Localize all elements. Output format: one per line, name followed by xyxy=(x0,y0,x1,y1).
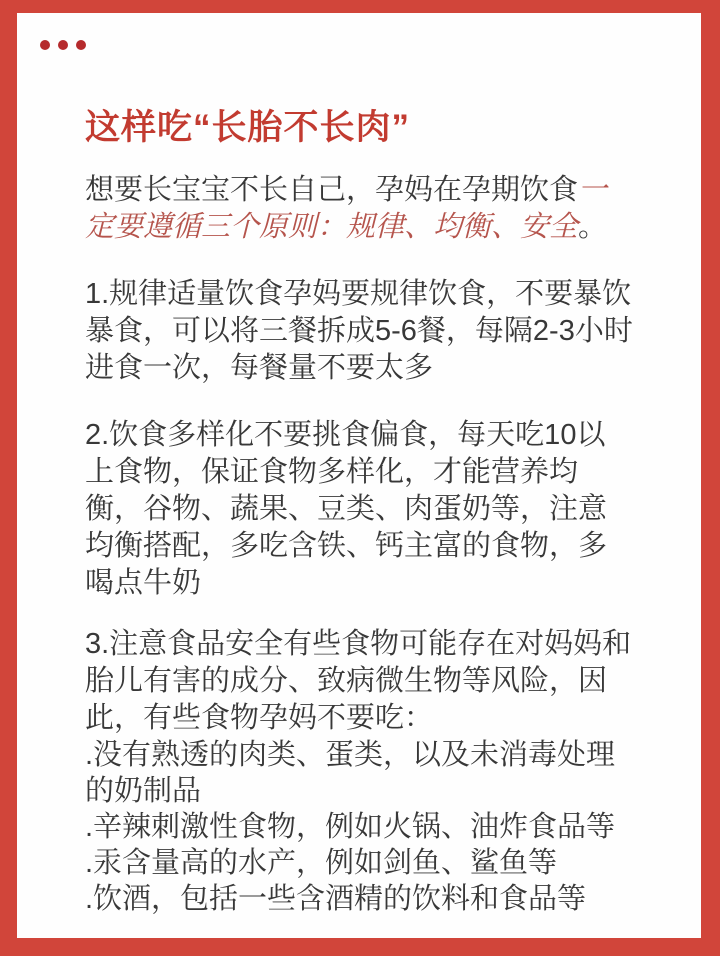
red-dot-icon xyxy=(40,40,50,50)
article-body xyxy=(85,106,633,917)
list-item: .没有熟透的肉类、蛋类，以及未消毒处理的奶制品 xyxy=(85,739,616,807)
decorative-dots xyxy=(40,40,86,50)
intro-paragraph xyxy=(85,172,633,246)
list-item: .汞含量高的水产，例如剑鱼、鲨鱼等 xyxy=(85,847,558,879)
content-card xyxy=(17,13,701,938)
list-item: .辛辣刺激性食物，例如火锅、油炸食品等 xyxy=(85,811,616,843)
red-dot-icon xyxy=(76,40,86,50)
intro-text-red-emphasis: 一定要遵循三个原则：规律、均衡、安全 xyxy=(85,174,608,243)
rule-paragraph-1: 1.规律适量饮食孕妈要规律饮食，不要暴饮暴食，可以将三餐拆成5-6餐，每隔2-3小时进食一次，每餐量不要太多 xyxy=(85,278,633,384)
list-item: .饮酒，包括一些含酒精的饮料和食品等 xyxy=(85,883,587,915)
rule-paragraph-3: 3.注意食品安全有些食物可能存在对妈妈和胎儿有害的成分、致病微生物等风险，因此，有些食物孕妈不要吃： xyxy=(85,628,632,734)
rule-paragraph-2: 2.饮食多样化不要挑食偏食，每天吃10以上食物，保证食物多样化，才能营养均衡，谷物、蔬果、豆类、肉蛋奶等，注意均衡搭配，多吃含铁、钙主富的食物，多喝点牛奶 xyxy=(85,419,608,599)
page-title: 这样吃“长胎不长肉” xyxy=(85,108,411,147)
intro-text-black: 想要长宝宝不长自己，孕妈在孕期饮食 xyxy=(85,174,579,206)
intro-text-period: 。 xyxy=(578,211,608,243)
avoid-food-list xyxy=(85,737,633,917)
red-dot-icon xyxy=(58,40,68,50)
